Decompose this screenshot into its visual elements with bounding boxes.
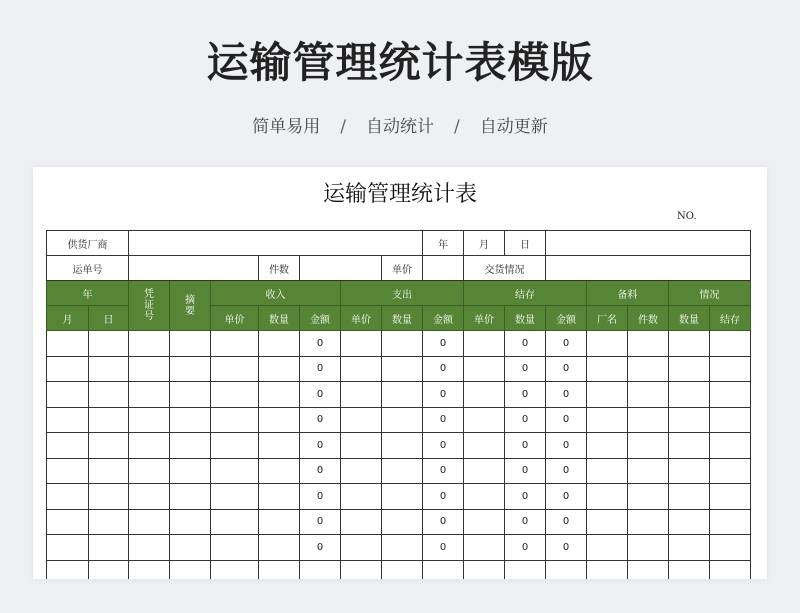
cell-month[interactable] — [47, 331, 89, 357]
cell-status-balance[interactable] — [710, 407, 751, 433]
header-voucher: 凭 证 号 — [129, 281, 170, 331]
cell-balance-amount[interactable]: 0 — [546, 407, 587, 433]
cell-summary[interactable] — [170, 560, 211, 579]
cell-status-balance[interactable] — [710, 331, 751, 357]
cell-income-amount[interactable]: 0 — [300, 407, 341, 433]
header-day: 日 — [89, 306, 129, 331]
cell-expense-amount[interactable] — [423, 560, 464, 579]
cell-income-price[interactable] — [211, 560, 259, 579]
cell-expense-price[interactable] — [341, 560, 382, 579]
cell-expense-amount[interactable]: 0 — [423, 356, 464, 382]
header-sub: 金额 — [300, 306, 341, 331]
cell-pieces[interactable] — [628, 535, 669, 561]
cell-month[interactable] — [47, 535, 89, 561]
cell-income-amount[interactable]: 0 — [300, 356, 341, 382]
header-status: 情况 — [669, 281, 751, 306]
cell-day[interactable] — [89, 433, 129, 459]
cell-expense-amount[interactable]: 0 — [423, 331, 464, 357]
cell-balance-amount[interactable]: 0 — [546, 382, 587, 408]
cell-expense-amount[interactable]: 0 — [423, 407, 464, 433]
cell-month[interactable] — [47, 509, 89, 535]
cell-income-price[interactable] — [211, 484, 259, 510]
cell-pieces[interactable] — [628, 382, 669, 408]
cell-balance-amount[interactable]: 0 — [546, 509, 587, 535]
cell-balance-qty[interactable]: 0 — [505, 509, 546, 535]
supplier-label: 供货厂商 — [47, 231, 129, 256]
table-row — [47, 560, 751, 579]
cell-balance-price[interactable] — [464, 458, 505, 484]
pieces-label: 件数 — [259, 256, 300, 281]
cell-balance-amount[interactable]: 0 — [546, 484, 587, 510]
header-sub: 数量 — [669, 306, 710, 331]
cell-summary[interactable] — [170, 484, 211, 510]
cell-balance-qty[interactable] — [505, 560, 546, 579]
cell-income-price[interactable] — [211, 331, 259, 357]
cell-expense-price[interactable] — [341, 535, 382, 561]
table-row — [47, 382, 751, 408]
cell-balance-qty[interactable]: 0 — [505, 535, 546, 561]
cell-income-price[interactable] — [211, 509, 259, 535]
cell-expense-qty[interactable] — [382, 509, 423, 535]
tagline-separator: / — [340, 117, 346, 137]
cell-status-balance[interactable] — [710, 509, 751, 535]
cell-summary[interactable] — [170, 382, 211, 408]
header-income: 收入 — [211, 281, 341, 306]
cell-balance-amount[interactable]: 0 — [546, 331, 587, 357]
cell-expense-price[interactable] — [341, 407, 382, 433]
header-month: 月 — [47, 306, 89, 331]
header-balance: 结存 — [464, 281, 587, 306]
delivery-field[interactable] — [546, 256, 751, 281]
supplier-field[interactable] — [129, 231, 423, 256]
tagline — [0, 112, 800, 137]
cell-pieces[interactable] — [628, 356, 669, 382]
cell-day[interactable] — [89, 331, 129, 357]
cell-month[interactable] — [47, 382, 89, 408]
cell-status-qty[interactable] — [669, 535, 710, 561]
unit-price-label: 单价 — [382, 256, 423, 281]
supplier-date-field[interactable] — [546, 231, 751, 256]
cell-expense-qty[interactable] — [382, 535, 423, 561]
header-sub: 件数 — [628, 306, 669, 331]
unit-price-field[interactable] — [423, 256, 464, 281]
cell-summary[interactable] — [170, 356, 211, 382]
cell-expense-qty[interactable] — [382, 407, 423, 433]
cell-expense-price[interactable] — [341, 331, 382, 357]
cell-status-qty[interactable] — [669, 382, 710, 408]
cell-status-qty[interactable] — [669, 458, 710, 484]
cell-income-qty[interactable] — [259, 458, 300, 484]
cell-balance-price[interactable] — [464, 484, 505, 510]
cell-income-amount[interactable]: 0 — [300, 458, 341, 484]
table-row — [47, 509, 751, 535]
cell-summary[interactable] — [170, 331, 211, 357]
cell-voucher[interactable] — [129, 484, 170, 510]
cell-expense-price[interactable] — [341, 382, 382, 408]
cell-expense-qty[interactable] — [382, 560, 423, 579]
cell-factory[interactable] — [587, 407, 628, 433]
cell-expense-qty[interactable] — [382, 331, 423, 357]
tagline-item: 自动统计 — [366, 117, 434, 137]
table-row — [47, 407, 751, 433]
cell-voucher[interactable] — [129, 433, 170, 459]
cell-factory[interactable] — [587, 560, 628, 579]
cell-status-balance[interactable] — [710, 535, 751, 561]
header-materials: 备料 — [587, 281, 669, 306]
cell-expense-qty[interactable] — [382, 433, 423, 459]
cell-income-price[interactable] — [211, 382, 259, 408]
cell-status-balance[interactable] — [710, 484, 751, 510]
cell-pieces[interactable] — [628, 509, 669, 535]
cell-day[interactable] — [89, 356, 129, 382]
cell-expense-qty[interactable] — [382, 356, 423, 382]
cell-balance-qty[interactable]: 0 — [505, 382, 546, 408]
cell-expense-price[interactable] — [341, 509, 382, 535]
cell-balance-price[interactable] — [464, 535, 505, 561]
cell-day[interactable] — [89, 535, 129, 561]
cell-balance-amount[interactable] — [546, 560, 587, 579]
cell-income-qty[interactable] — [259, 509, 300, 535]
spreadsheet-preview — [33, 167, 767, 579]
cell-income-amount[interactable]: 0 — [300, 535, 341, 561]
table-row — [47, 356, 751, 382]
cell-status-balance[interactable] — [710, 560, 751, 579]
cell-month[interactable] — [47, 458, 89, 484]
cell-factory[interactable] — [587, 458, 628, 484]
cell-income-amount[interactable]: 0 — [300, 433, 341, 459]
cell-status-balance[interactable] — [710, 356, 751, 382]
cell-balance-price[interactable] — [464, 433, 505, 459]
cell-voucher[interactable] — [129, 560, 170, 579]
cell-balance-qty[interactable]: 0 — [505, 407, 546, 433]
table-row — [47, 433, 751, 459]
cell-income-qty[interactable] — [259, 382, 300, 408]
cell-income-amount[interactable]: 0 — [300, 509, 341, 535]
cell-pieces[interactable] — [628, 433, 669, 459]
cell-balance-price[interactable] — [464, 407, 505, 433]
cell-month[interactable] — [47, 560, 89, 579]
cell-expense-qty[interactable] — [382, 382, 423, 408]
cell-income-price[interactable] — [211, 356, 259, 382]
cell-income-qty[interactable] — [259, 535, 300, 561]
cell-factory[interactable] — [587, 331, 628, 357]
cell-balance-qty[interactable]: 0 — [505, 356, 546, 382]
waybill-label: 运单号 — [47, 256, 129, 281]
cell-pieces[interactable] — [628, 458, 669, 484]
cell-status-balance[interactable] — [710, 433, 751, 459]
cell-expense-amount[interactable]: 0 — [423, 509, 464, 535]
info-row-waybill — [47, 256, 751, 281]
cell-month[interactable] — [47, 484, 89, 510]
cell-voucher[interactable] — [129, 458, 170, 484]
cell-expense-qty[interactable] — [382, 458, 423, 484]
date-day-label: 日 — [505, 231, 546, 256]
cell-income-amount[interactable]: 0 — [300, 484, 341, 510]
cell-voucher[interactable] — [129, 535, 170, 561]
cell-balance-price[interactable] — [464, 509, 505, 535]
cell-status-qty[interactable] — [669, 356, 710, 382]
pieces-field[interactable] — [300, 256, 382, 281]
cell-income-amount[interactable]: 0 — [300, 331, 341, 357]
sheet-title: 运输管理统计表 — [322, 182, 477, 207]
cell-voucher[interactable] — [129, 331, 170, 357]
table-row — [47, 458, 751, 484]
header-row-top — [47, 281, 751, 306]
cell-balance-amount[interactable]: 0 — [546, 433, 587, 459]
cell-expense-amount[interactable]: 0 — [423, 433, 464, 459]
cell-factory[interactable] — [587, 356, 628, 382]
cell-balance-qty[interactable]: 0 — [505, 484, 546, 510]
cell-balance-qty[interactable]: 0 — [505, 458, 546, 484]
cell-factory[interactable] — [587, 509, 628, 535]
cell-day[interactable] — [89, 484, 129, 510]
cell-expense-price[interactable] — [341, 433, 382, 459]
cell-day[interactable] — [89, 509, 129, 535]
cell-expense-qty[interactable] — [382, 484, 423, 510]
cell-status-balance[interactable] — [710, 382, 751, 408]
header-sub: 数量 — [259, 306, 300, 331]
table-row — [47, 535, 751, 561]
cell-status-qty[interactable] — [669, 433, 710, 459]
cell-expense-price[interactable] — [341, 458, 382, 484]
cell-voucher[interactable] — [129, 509, 170, 535]
cell-voucher[interactable] — [129, 382, 170, 408]
cell-pieces[interactable] — [628, 407, 669, 433]
table-row — [47, 331, 751, 357]
cell-day[interactable] — [89, 560, 129, 579]
cell-status-qty[interactable] — [669, 331, 710, 357]
header-sub: 单价 — [341, 306, 382, 331]
header-sub: 厂名 — [587, 306, 628, 331]
cell-income-qty[interactable] — [259, 484, 300, 510]
header-sub: 单价 — [464, 306, 505, 331]
cell-pieces[interactable] — [628, 560, 669, 579]
cell-balance-qty[interactable]: 0 — [505, 433, 546, 459]
cell-balance-price[interactable] — [464, 356, 505, 382]
header-sub: 金额 — [423, 306, 464, 331]
cell-day[interactable] — [89, 382, 129, 408]
cell-expense-amount[interactable]: 0 — [423, 535, 464, 561]
waybill-field[interactable] — [129, 256, 259, 281]
cell-income-qty[interactable] — [259, 407, 300, 433]
cell-summary[interactable] — [170, 535, 211, 561]
cell-income-price[interactable] — [211, 458, 259, 484]
cell-status-qty[interactable] — [669, 560, 710, 579]
cell-pieces[interactable] — [628, 331, 669, 357]
page-title: 运输管理统计表模版 — [206, 38, 594, 87]
cell-factory[interactable] — [587, 382, 628, 408]
cell-summary[interactable] — [170, 458, 211, 484]
header-sub: 金额 — [546, 306, 587, 331]
transport-table — [46, 230, 751, 579]
cell-expense-amount[interactable]: 0 — [423, 458, 464, 484]
header-expense: 支出 — [341, 281, 464, 306]
cell-income-amount[interactable] — [300, 560, 341, 579]
header-sub: 单价 — [211, 306, 259, 331]
header-summary: 摘 要 — [170, 281, 211, 331]
cell-income-price[interactable] — [211, 433, 259, 459]
cell-summary[interactable] — [170, 509, 211, 535]
tagline-separator: / — [454, 117, 460, 137]
number-label: NO. — [677, 211, 697, 222]
cell-status-balance[interactable] — [710, 458, 751, 484]
header-sub: 数量 — [382, 306, 423, 331]
cell-summary[interactable] — [170, 433, 211, 459]
cell-pieces[interactable] — [628, 484, 669, 510]
cell-status-qty[interactable] — [669, 509, 710, 535]
cell-income-qty[interactable] — [259, 433, 300, 459]
cell-expense-price[interactable] — [341, 356, 382, 382]
info-row-supplier — [47, 231, 751, 256]
cell-factory[interactable] — [587, 535, 628, 561]
cell-month[interactable] — [47, 433, 89, 459]
cell-voucher[interactable] — [129, 356, 170, 382]
cell-income-price[interactable] — [211, 535, 259, 561]
cell-voucher[interactable] — [129, 407, 170, 433]
cell-balance-amount[interactable]: 0 — [546, 458, 587, 484]
cell-expense-price[interactable] — [341, 484, 382, 510]
cell-balance-amount[interactable]: 0 — [546, 535, 587, 561]
table-body — [47, 331, 751, 580]
cell-factory[interactable] — [587, 433, 628, 459]
date-year-label: 年 — [423, 231, 464, 256]
cell-income-qty[interactable] — [259, 356, 300, 382]
date-month-label: 月 — [464, 231, 505, 256]
tagline-item: 自动更新 — [479, 117, 548, 137]
cell-month[interactable] — [47, 356, 89, 382]
cell-balance-price[interactable] — [464, 560, 505, 579]
cell-month[interactable] — [47, 407, 89, 433]
cell-summary[interactable] — [170, 407, 211, 433]
cell-income-qty[interactable] — [259, 331, 300, 357]
cell-balance-price[interactable] — [464, 331, 505, 357]
table-row — [47, 484, 751, 510]
header-sub: 数量 — [505, 306, 546, 331]
cell-balance-price[interactable] — [464, 382, 505, 408]
cell-expense-amount[interactable]: 0 — [423, 382, 464, 408]
cell-income-qty[interactable] — [259, 560, 300, 579]
cell-expense-amount[interactable]: 0 — [423, 484, 464, 510]
cell-income-amount[interactable]: 0 — [300, 382, 341, 408]
cell-balance-qty[interactable]: 0 — [505, 331, 546, 357]
cell-income-price[interactable] — [211, 407, 259, 433]
tagline-item: 简单易用 — [252, 117, 321, 137]
cell-status-qty[interactable] — [669, 407, 710, 433]
header-sub: 结存 — [710, 306, 751, 331]
cell-balance-amount[interactable]: 0 — [546, 356, 587, 382]
delivery-label: 交货情况 — [464, 256, 546, 281]
header-year: 年 — [47, 281, 129, 306]
cell-day[interactable] — [89, 458, 129, 484]
cell-status-qty[interactable] — [669, 484, 710, 510]
cell-day[interactable] — [89, 407, 129, 433]
cell-factory[interactable] — [587, 484, 628, 510]
